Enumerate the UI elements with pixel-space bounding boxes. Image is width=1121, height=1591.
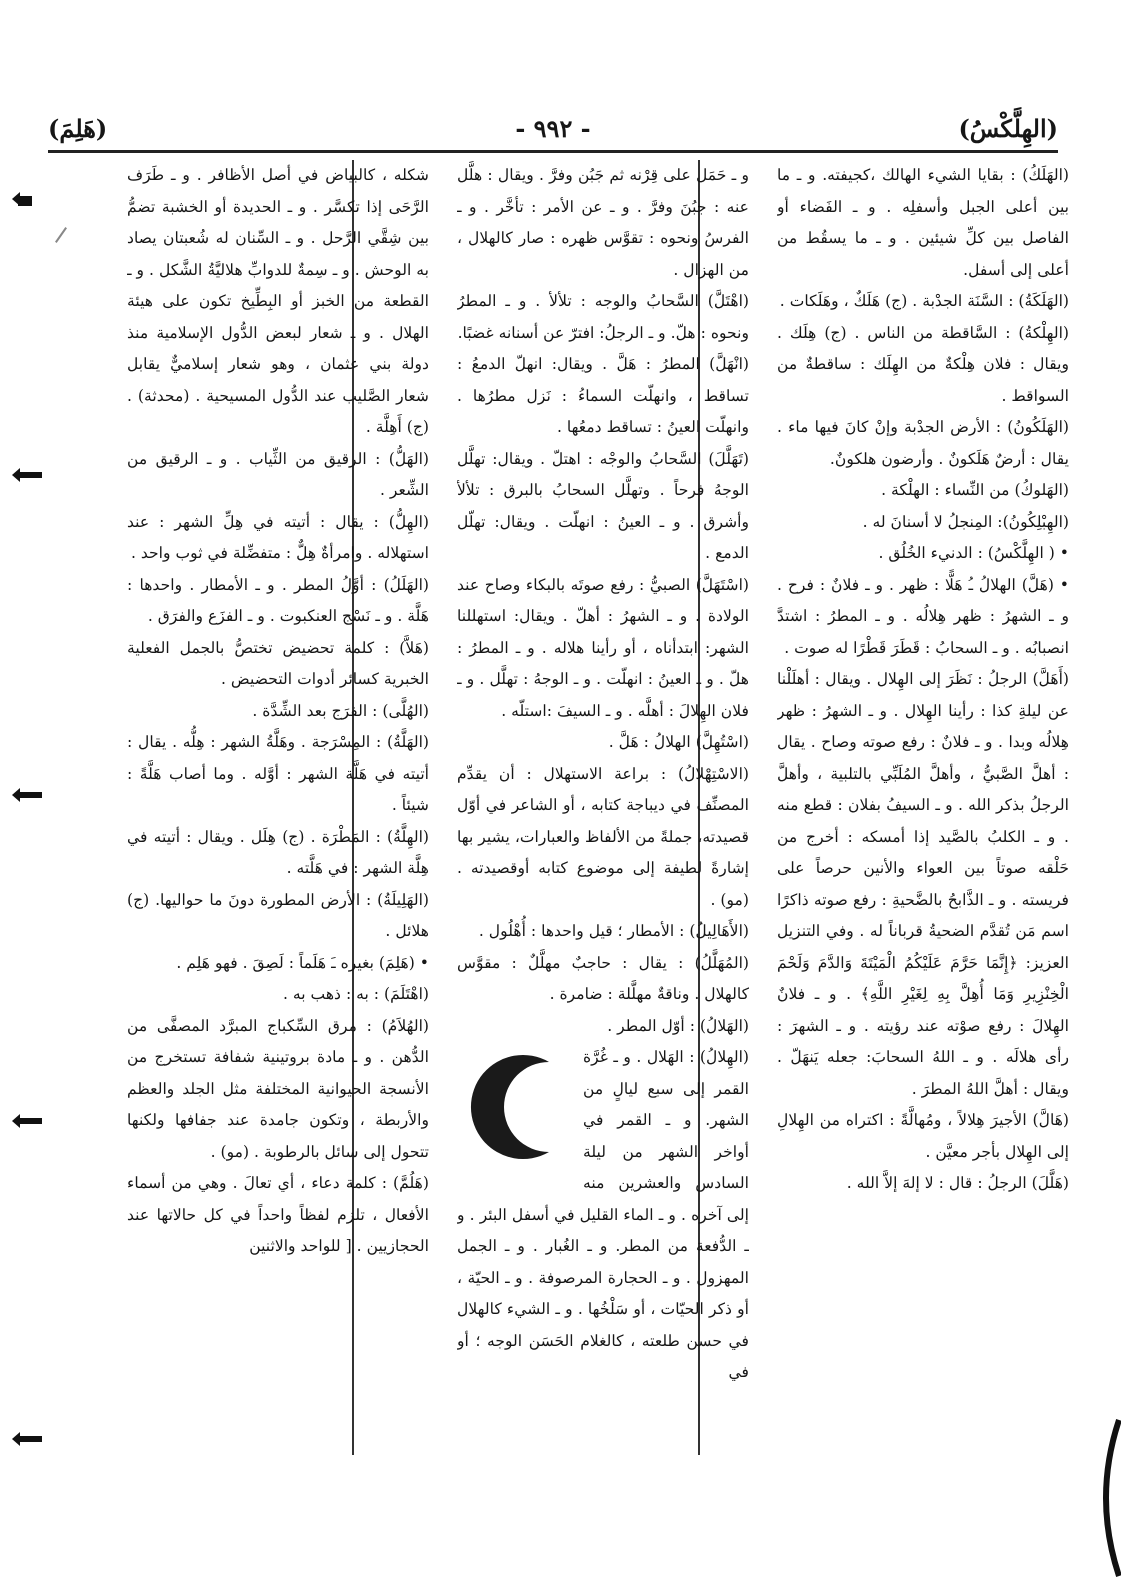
margin-marker-icon	[18, 1436, 42, 1442]
entry: شكله ، كالبياض في أصل الأظافر . و ـ طَرَف الرَّحَى إذا تكسَّر . و ـ الحديدة أو الخشبة تضمُّ بين شِقَّي الرَّحل . و ـ السِّنان له شُعبتان يصاد به الوحش . و ـ سِمةٌ للدوابِّ هلاليَّةُ الشَّكل . و ـ القطعة من الخبز أو البِطِّيخ تكون على هيئة الهلال . و ـ شعار لبعض الدُّول الإسلامية منذ دولة بني عثمان ، وهو شعار إسلاميٌّ يقابل شعار الصَّليب عند الدُّول المسيحية . (محدثة) . (ج) أَهِلَّة .	[127, 166, 429, 436]
page-number: - ٩٩٢ -	[515, 114, 591, 143]
column-left	[127, 160, 429, 1480]
crescent-moon-icon	[457, 1048, 577, 1166]
entry: (الهَلالُ) : أوّل المطر .	[607, 1016, 749, 1035]
entry: (الهِبْلِكُونُ): المِنجلُ لا أسنانَ له .	[862, 512, 1069, 531]
entry: (أَهَلَّ) الرجلُ : نَظَرَ إلى الهِلال . ويقال : أهلَلْنا عن ليلةِ كذا : رأينا الهِلال . و ـ الشهرُ : ظهر هِلالُه وبدا . و ـ فلانٌ : رفع صوته وصاح . يقال : أهلَّ الصَّبيُّ ، وأهلَّ المُلَبِّي بالتلبية ، وأهلَّ الرجلُ بذكر الله . و ـ السيفُ بفلان : قطع منه . و ـ الكلبُ بالصَّيد إذا أمسكه : أخرج من حَلْقه صوتاً بين العواء والأنين حرصاً على فريسته . و ـ الذَّابحُ بالضَّحيةِ : رفع صوته ذاكرًا اسم مَن تُقدَّم الضحيةُ قرباناً له . وفي التنزيل العزيز: ﴿إِنَّمَا حَرَّمَ عَلَيْكُمُ الْمَيْتَةَ وَالدَّمَ وَلَحْمَ الْخِنْزِيرِ وَمَا أُهِلَّ بِهِ لِغَيْرِ اللَّهِ﴾ . و ـ فلانٌ الهِلالَ : رفع صوْته عند رؤيته . و ـ الشهرَ : رأى هلالَه . و ـ اللهُ السحابَ: جعله يَنهَلّ . ويقال : أهلَّ اللهُ المطرَ .	[777, 670, 1069, 1098]
entry: (الهُلاَمُ) : مرق السِّكباج المبرَّد المصفَّى من الدُّهن . و ـ مادة بروتينية شفافة تستخرج من الأنسجة الحيوانية المختلفة مثل الجلد والعظم والأربطة ، وتكون جامدة عند جفافها ولكنها تتحول إلى سائل بالرطوبة . (مو) .	[127, 1016, 429, 1161]
entry: (الهِلْكةُ) : السَّاقطة من الناس . (ج) هِلَك . ويقال : فلان هِلْكةٌ من الهِلَك : ساقطةٌ من السواقط .	[777, 323, 1069, 405]
entry: (الهَلَلُ) : أوَّلُ المطر . و ـ الأمطار . واحدها : هَلَّة . و ـ نَسْج العنكبوت . و ـ الفزَع والفرَق .	[127, 575, 429, 625]
column-middle	[457, 160, 749, 1480]
entry: (هَلُمَّ) : كلمة دعاء ، أي تعالَ . وهي من أسماء الأفعال ، تلزم لفظاً واحداً في كل حالاتها عند الحجازيين . [ للواحد والاثنين	[127, 1174, 429, 1255]
column-right	[777, 160, 1069, 1480]
entry: (الهِلالُ) : الهَلال . و ـ غُرَّة القمر إلى سبع ليالٍ من الشهر. و ـ القمر في أواخر الشهر من ليلة السادس والعشرين منه إلى آخره . و ـ الماء القليل في أسفل البئر . و ـ الدُّفعة من المطر. و ـ الغُبار . و ـ الجمل المهزول . و ـ الحجارة المرصوفة . و ـ الحيّة ، أو ذكر الحيّات ، أو سَلْخُها . و ـ الشيء كالهلال في حسن طلعته ، كالغلام الحَسَن الوجه ؛ أو في	[457, 1048, 749, 1381]
running-head-left: (هَلِمَ)	[48, 114, 108, 143]
entry: (اهْتَلَمَ) : به : ذهب به .	[282, 985, 429, 1003]
entry: (الهِلُّ) : يقال : أتيته في هِلِّ الشهر : عند استهلاله . وامرأةٌ هِلٌّ : متفضِّلة في ثوب واحد .	[127, 512, 429, 562]
entry: • ( الهِلَّكْسُ) : الدنيء الخُلُق .	[878, 544, 1069, 562]
running-head-right: (الهِلَّكْسُ)	[958, 114, 1058, 143]
entry: (تَهَلَّلَ) السَّحابُ والوجْه : اهتلّ . ويقال: تهلَّل الوجهُ فرحاً . وتهلَّل السحابُ بالبرق : تلألأ وأشرق . و ـ العينُ : انهلّت . ويقال: تهلّل الدمع .	[457, 449, 749, 562]
page-header	[48, 114, 1058, 154]
entry: (الهَلَكُ) : بقايا الشيء الهالك ،كجيفته. و ـ ما بين أعلى الجبل وأسفلِه . و ـ الفَضاء أو الفاصل بين كلِّ شيئين . و ـ ما يسقُط من أعلى إلى أسفل.	[777, 166, 1069, 279]
crescent-shape	[471, 1055, 549, 1159]
margin-marker-icon	[18, 472, 42, 478]
entry: (هَلاَّ) : كلمة تحضيض تختصُّ بالجمل الفعلية الخبرية كسائر أدوات التحضيض .	[127, 638, 429, 688]
entry: (الهَلُّ) : الرقيق من الثِّياب . و ـ الرقيق من الشِّعر .	[127, 449, 429, 499]
entry: (الاسْتِهْلالُ) : براعة الاستهلال : أن يقدِّم المصنِّف في ديباجة كتابه ، أو الشاعر في أوّل قصيدته، جملةً من الألفاظ والعبارات، يشير بها إشارةً لطيفة إلى موضوع كتابه أوقصيدته . (مو) .	[457, 764, 749, 909]
entry: (الهَلَكَةُ) : السَّنَة الجدْبة . (ج) هَلَكٌ ، وهَلَكات .	[779, 292, 1069, 310]
entry: (هَالَّ) الأجيرَ هِلالاً ، ومُهالَّةً : اكتراه من الهِلالِ إلى الهِلال بأجر معيَّن .	[777, 1111, 1069, 1161]
crescent-moon-illustration	[457, 1048, 577, 1166]
entry: (اسْتُهِلَّ) الهلالُ : هَلَّ .	[608, 733, 749, 751]
entry: (الهَلَّةُ) : المِسْرَجة . وهَلَّةُ الشهر : هِلُّه . يقال : أتيته في هَلَّة الشهر : أوَّله . وما أصاب هَلَّةً : شيئاً .	[127, 733, 429, 814]
header-rule	[48, 150, 1058, 153]
margin-tick-icon	[55, 227, 67, 243]
entry: (الهَلوكُ) من النِّساء : الهلْكة .	[881, 481, 1069, 499]
entry: (الهِلَّةُ) : المَطْرَة . (ج) هِلَل . ويقال : أتيته في هِلَّة الشهر : في هَلَّته .	[127, 827, 429, 877]
entry: • (هَلِمَ) بغيره ـَ هَلَماً : لَصِقَ . فهو هَلِم .	[176, 953, 429, 972]
binding-edge-icon	[1091, 1418, 1121, 1578]
entry: (المُهَلَّلُ) : يقال : حاجبٌ مهلَّلٌ : مقوَّس كالهلال . وناقةٌ مهلَّلة : ضامرة .	[457, 953, 749, 1003]
entry: (الأَهَالِيلُ) : الأمطار ؛ قيل واحدها : أُهْلُول .	[478, 922, 749, 940]
entry: • (هَلَّ) الهلالُ ـُ هَلًّا : ظهر . و ـ فلانٌ : فرح . و ـ الشهرُ : ظهر هِلالُه . و ـ المطرُ : اشتدَّ انصبابُه . و ـ السحابُ : قَطَرَ قَطْرًا له صوت .	[777, 575, 1069, 657]
entry: (هَلَّلَ) الرجلُ : قال : لا إلهَ إلاَّ الله .	[846, 1174, 1069, 1192]
margin-marker-icon	[18, 1118, 42, 1124]
entry: (الهَلَكُونُ) : الأرض الجدْبة وإنْ كانَ فيها ماء . يقال : أرضٌ هَلَكونٌ . وأرضون هلكونٌ.	[777, 418, 1069, 468]
entry: و ـ حَمَل على قِرْنه ثم جَبُن وفرَّ . ويقال : هلَّل عنه : جبُنَ وفرَّ . و ـ عن الأمر : تأخَّر . و ـ الفرسُ ونحوه : تقوَّس ظهره : صار كالهلال ، من الهزال .	[457, 166, 749, 279]
entry: (انْهَلَّ) المطرُ : هَلَّ . ويقال: انهلّ الدمعُ : تساقط ، وانهلّت السماءُ : نَزل مطرُها . وانهلّت العينُ : تساقط دمعُها .	[457, 355, 749, 436]
entry: (الهُلَّى) : الفرَج بعد الشِّدَّة .	[252, 701, 429, 720]
entry: (اسْتَهَلَّ) الصبيُّ : رفع صوتَه بالبكاء وصاح عند الولادة . و ـ الشهرُ : أهلّ . ويقال: استهللنا الشهر: ابتدأناه ، أو رأينا هلاله . و ـ المطرُ : هلّ . و ـ العينُ : انهلّت . و ـ الوجهُ : تهلَّل . و ـ فلان الهِلالَ : أهلَّه . و ـ السيفَ :استلّه .	[457, 575, 749, 720]
entry: (الهَلِيلَةُ) : الأرض المطورة دونَ ما حواليها. (ج) هلائل .	[127, 890, 429, 940]
margin-marker-icon	[18, 196, 32, 206]
entry: (اهْتَلَّ) السَّحابُ والوجه : تلألأ . و ـ المطرُ ونحوه : هلّ. و ـ الرجلُ: افترّ عن أسنانه غضبًا.	[457, 292, 749, 342]
margin-marker-icon	[18, 792, 42, 798]
